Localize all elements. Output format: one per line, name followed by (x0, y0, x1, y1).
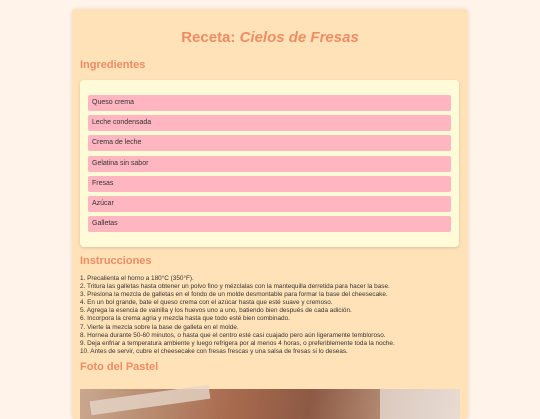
instruction-step: 6. Incorpora la crema agria y mezcla hasta que todo esté bien combinado. (80, 315, 290, 323)
instruction-step: 10. Antes de servir, cubre el cheesecake con fresas frescas y una salsa de fresas si lo deseas. (80, 347, 348, 355)
ingredient-item: Leche condensada (88, 115, 451, 131)
instruction-step: 2. Tritura las galletas hasta obtener un polvo fino y mézclalas con la mantequilla derretida para hacer la base. (80, 283, 390, 291)
instructions-list (80, 275, 460, 356)
instruction-step: 8. Hornea durante 50-60 minutos, o hasta que el centro esté casi cuajado pero aún ligeramente tembloroso. (80, 331, 386, 339)
instruction-step: 7. Vierte la mezcla sobre la base de galleta en el molde. (80, 323, 239, 331)
ingredient-item: Galletas (88, 216, 451, 232)
title-prefix: Receta: (181, 29, 240, 46)
photo-heading: Foto del Pastel (80, 361, 159, 373)
recipe-card (72, 9, 468, 419)
photo-detail (90, 385, 211, 416)
ingredient-item: Fresas (88, 176, 451, 192)
instructions-heading: Instrucciones (80, 255, 152, 267)
photo-detail (380, 389, 460, 419)
instruction-step: 5. Agrega la esencia de vainilla y los huevos uno a uno, batiendo bien después de cada adición. (80, 307, 352, 315)
recipe-name: Cielos de Fresas (239, 29, 359, 46)
instruction-step: 4. En un bol grande, bate el queso crema con el azúcar hasta que esté suave y cremoso. (80, 299, 333, 307)
ingredients-list (80, 80, 459, 247)
cake-photo (80, 389, 460, 419)
instruction-step: 1. Precalienta el horno a 180°C (350°F). (80, 275, 194, 282)
ingredient-item: Azúcar (88, 196, 451, 212)
ingredients-heading: Ingredientes (80, 59, 146, 71)
instruction-step: 9. Deja enfriar a temperatura ambiente y luego refrigera por al menos 4 horas, o preferiblemente toda la noche. (80, 339, 395, 347)
ingredient-item: Crema de leche (88, 135, 451, 151)
ingredient-item: Queso crema (88, 95, 451, 111)
instruction-step: 3. Presiona la mezcla de galletas en el fondo de un molde desmontable para formar la base del cheesecake. (80, 291, 388, 299)
page-title (72, 29, 468, 47)
ingredient-item: Gelatina sin sabor (88, 156, 451, 172)
